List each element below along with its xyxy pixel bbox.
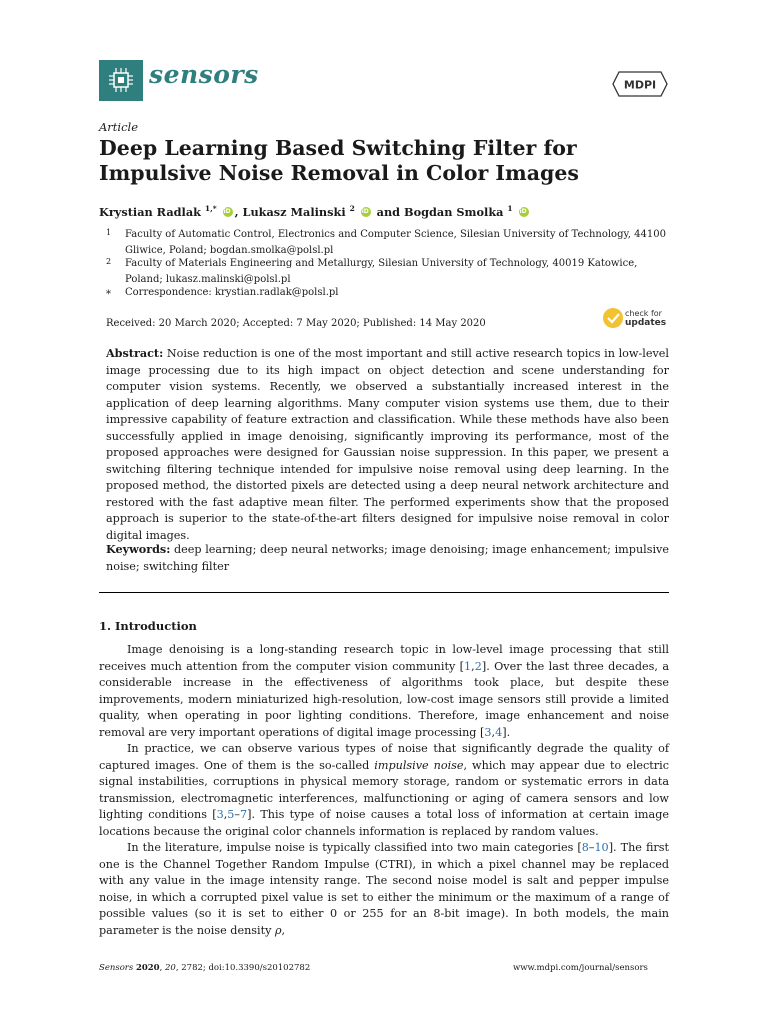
keywords-text: deep learning; deep neural networks; image denoising; image enhancement; impulsive noise; switching filter [106, 543, 669, 573]
citation-link[interactable]: 8 [581, 841, 589, 854]
citation-link[interactable]: 4 [495, 725, 503, 739]
citation-link[interactable]: 1 [464, 659, 472, 673]
article-title: Deep Learning Based Switching Filter for Impulsive Noise Removal in Color Images [99, 136, 579, 185]
journal-name: sensors [149, 60, 259, 89]
check-updates-label[interactable]: check for updates [625, 309, 667, 328]
citation-link[interactable]: 3 [216, 808, 224, 821]
section-divider [99, 592, 669, 593]
author-name[interactable]: Lukasz Malinski [242, 204, 346, 219]
author-mark: 2 [349, 204, 355, 213]
correspondence: Correspondence: krystian.radlak@polsl.pl [125, 287, 339, 298]
keywords-label: Keywords: [106, 542, 171, 556]
citation-link[interactable]: 2 [474, 659, 482, 673]
orcid-icon[interactable] [361, 207, 371, 217]
check-updates-badge[interactable] [602, 307, 624, 333]
orcid-icon[interactable] [223, 207, 233, 217]
chip-icon [99, 60, 143, 101]
article-type: Article [99, 120, 139, 134]
check-updates-icon [602, 307, 624, 329]
publication-dates: Received: 20 March 2020; Accepted: 7 May 2020; Published: 14 May 2020 [106, 318, 486, 329]
publisher-logo [611, 69, 669, 103]
abstract-label: Abstract: [106, 346, 164, 360]
paragraph: In practice, we can observe various types of noise that significantly degrade the quality of captured images. One of them is the so-called impulsive noise, which may appear due to electric signal instabilities, corruptions in physical memory storage, random or systematic errors in data transmission, electromagnetic interferences, malfunctioning or aging of camera sensors and low lighting conditions [3,5–7]. This type of noise causes a total loss of information at certain image locations because the original color channels information is replaced by random values. [99, 742, 669, 838]
journal-url-link[interactable]: www.mdpi.com/journal/sensors [513, 963, 648, 973]
journal-logo [99, 60, 143, 101]
affiliation-text: Faculty of Automatic Control, Electronics and Computer Science, Silesian University of Technology, 44100 Gliwice, Poland; bogdan.smolka@polsl.pl [125, 229, 666, 256]
keywords [106, 541, 669, 575]
abstract-text: Noise reduction is one of the most important and still active research topics in low-level image processing due to its high impact on object detection and scene understanding for computer vision systems. Recently, we observed a substantially increased interest in the application of deep learning algorithms. Many computer vision systems use them, due to their impressive capability of feature extraction and classification. While these methods have also been successfully applied in image denoising, significantly improving its performance, most of the proposed approaches were designed for Gaussian noise suppression. In this paper, we present a switching filtering technique intended for impulsive noise removal using deep learning. In the proposed method, the distorted pixels are detected using a deep neural network architecture and restored with the fast adaptive mean filter. The performed experiments show that the proposed approach is superior to the state-of-the-art filters designed for impulsive noise removal in color digital images. [106, 347, 669, 542]
affiliation-text: Faculty of Materials Engineering and Metallurgy, Silesian University of Technology, 40019 Katowice, Poland; lukasz.malinski@polsl.pl [125, 258, 638, 285]
paragraph: In the literature, impulse noise is typically classified into two main categories [8–10]. The first one is the Channel Together Random Impulse (CTRI), in which a pixel channel may be replaced with any value in the image intensity range. The second noise model is salt and pepper impulse noise, in which a corrupted pixel value is set to either the minimum or the maximum of a range of possible values (so it is set to either 0 or 255 for an 8-bit image). In both models, the main parameter is the noise density ρ, [99, 841, 669, 937]
author-mark: 1 [507, 204, 513, 213]
introduction-body [99, 642, 669, 939]
citation-link[interactable]: 10 [594, 841, 609, 854]
author-name[interactable]: Bogdan Smolka [404, 204, 504, 219]
citation-link[interactable]: 3 [484, 725, 492, 739]
section-heading: 1. Introduction [99, 619, 197, 633]
affiliation-mark: 2 [106, 257, 112, 266]
affiliation-mark: 1 [106, 228, 112, 237]
author-mark: 1,* [204, 204, 217, 213]
citation-footer: Sensors 2020, 20, 2782; doi:10.3390/s20102782 [99, 963, 311, 973]
affiliation-mark: * [106, 289, 111, 300]
abstract [106, 345, 669, 544]
author-name[interactable]: Krystian Radlak [99, 204, 201, 219]
orcid-icon[interactable] [519, 207, 529, 217]
publisher-name: MDPI [623, 78, 657, 92]
citation-link[interactable]: 5 [227, 808, 235, 821]
citation-link[interactable]: 7 [240, 808, 248, 821]
paragraph: Image denoising is a long-standing research topic in low-level image processing that still receives much attention from the computer vision community [1,2]. Over the last three decades, a considerable increase in the effectiveness of algorithms took place, but despite these improvements, modern miniaturized high-resolution, low-cost image sensors still provide a limited quality, when operating in poor lighting conditions. Therefore, image enhancement and noise removal are very important operations of digital image processing [3,4]. [99, 643, 669, 739]
author-list: Krystian Radlak $^{1,*}$ iD , Lukasz Malinski $^2$ iD and Bogdan Smolka $^1$ iD [99, 204, 531, 219]
mdpi-logo-icon [611, 69, 669, 99]
